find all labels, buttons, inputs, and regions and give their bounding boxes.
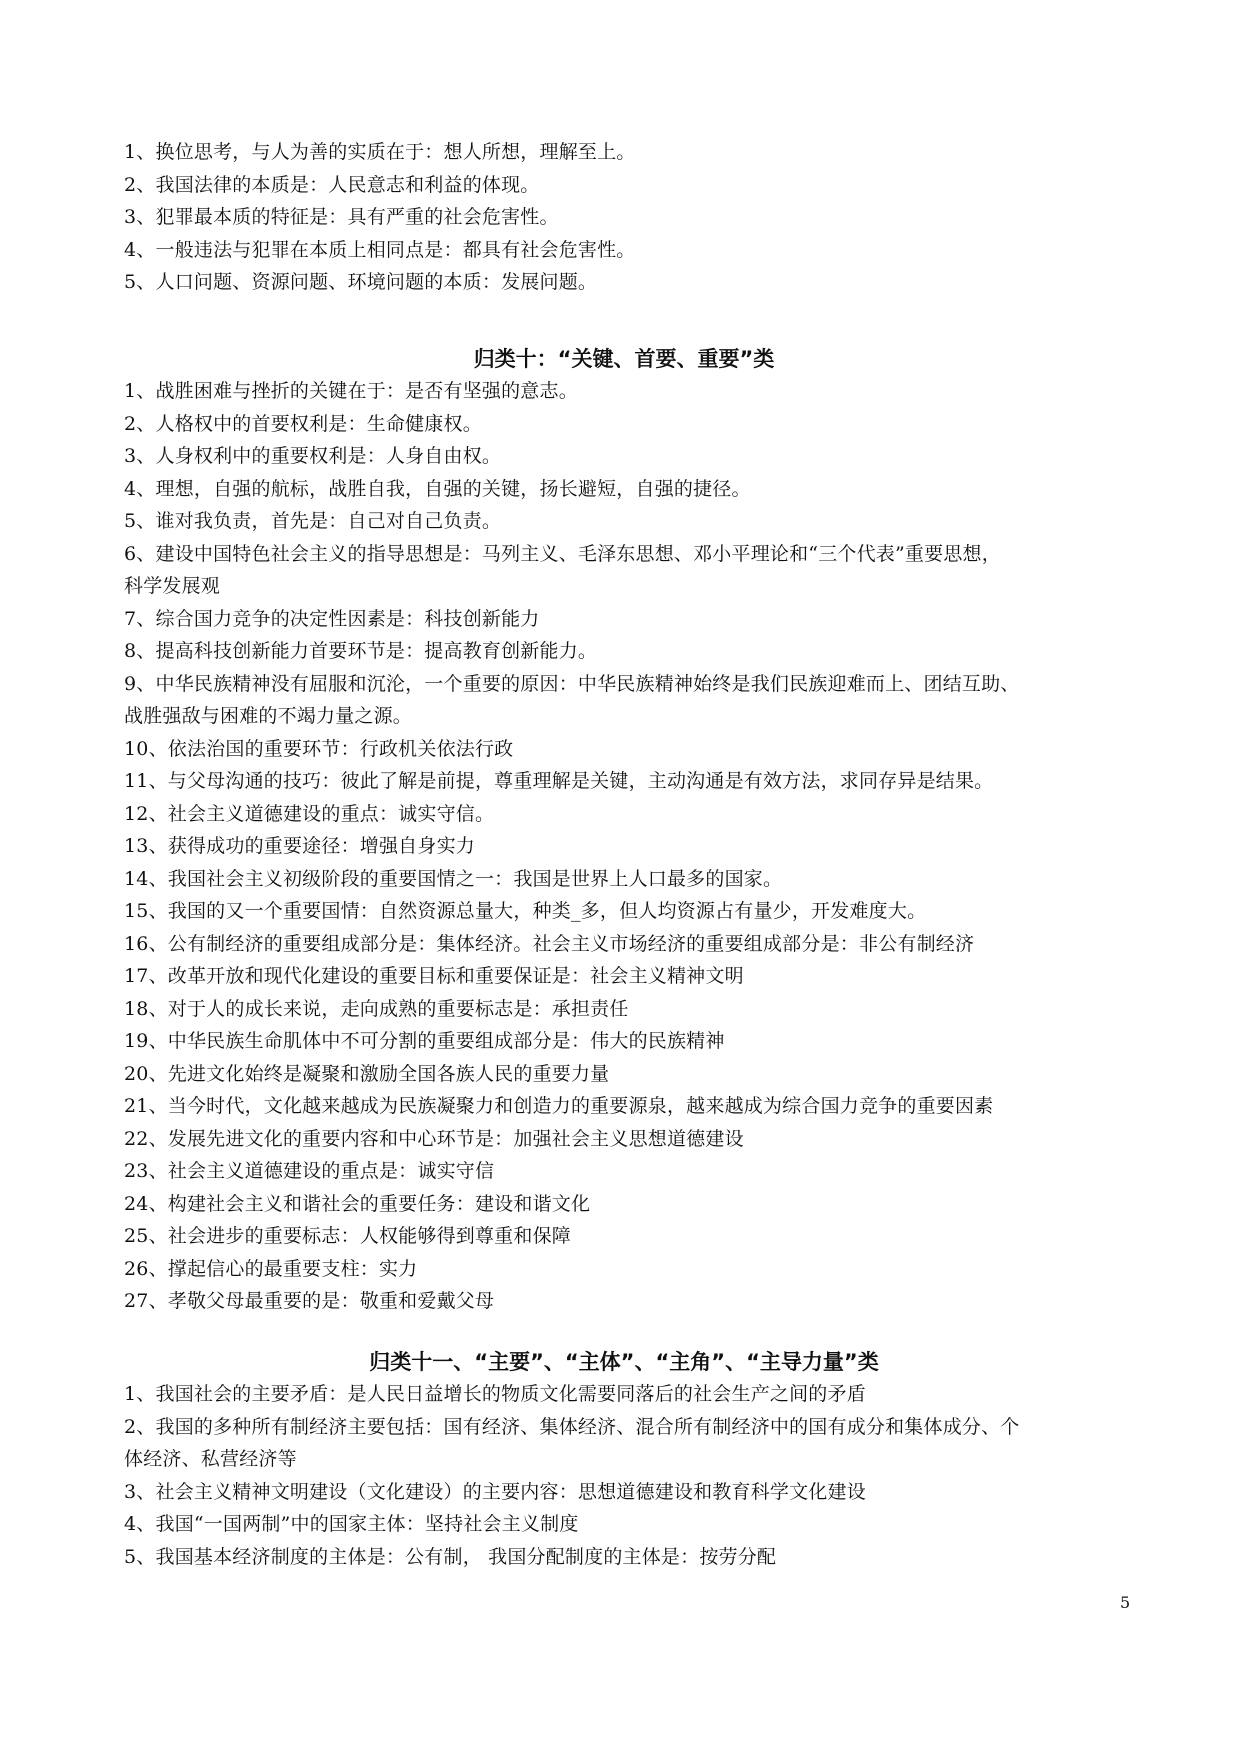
- list-item: 15、我国的又一个重要国情：自然资源总量大，种类_多，但人均资源占有量少，开发难度大。: [124, 900, 927, 922]
- section9-tail: [124, 136, 1124, 299]
- list-item: 21、当今时代，文化越来越成为民族凝聚力和创造力的重要源泉，越来越成为综合国力竞争的重要因素: [124, 1095, 994, 1117]
- list-item: 19、中华民族生命肌体中不可分割的重要组成部分是：伟大的民族精神: [124, 1030, 725, 1052]
- list-item: 27、孝敬父母最重要的是：敬重和爱戴父母: [124, 1290, 495, 1312]
- list-item: 25、社会进步的重要标志：人权能够得到尊重和保障: [124, 1225, 571, 1247]
- list-item-continuation: 体经济、私营经济等: [124, 1448, 297, 1470]
- list-item: 3、社会主义精神文明建设（文化建设）的主要内容：思想道德建设和教育科学文化建设: [124, 1480, 866, 1503]
- list-item: 12、社会主义道德建设的重点：诚实守信。: [124, 802, 495, 825]
- section-heading: 归类十：“关键、首要、重要”类: [473, 347, 775, 371]
- list-item: 4、理想，自强的航标，战胜自我，自强的关键，扬长避短，自强的捷径。: [124, 477, 751, 500]
- list-item: 7、综合国力竞争的决定性因素是：科技创新能力: [124, 607, 540, 630]
- list-item: 2、我国的多种所有制经济主要包括：国有经济、集体经济、混合所有制经济中的国有成分和集体成分、个: [124, 1415, 1020, 1438]
- list-item: 5、谁对我负责，首先是：自己对自己负责。: [124, 510, 502, 532]
- page-number: 5: [1120, 1593, 1131, 1612]
- list-item: 5、人口问题、资源问题、环境问题的本质：发展问题。: [124, 271, 598, 293]
- list-item: 5、我国基本经济制度的主体是：公有制， 我国分配制度的主体是：按劳分配: [124, 1545, 777, 1568]
- list-item: 22、发展先进文化的重要内容和中心环节是：加强社会主义思想道德建设: [124, 1127, 744, 1150]
- list-item: 11、与父母沟通的技巧：彼此了解是前提，尊重理解是关键，主动沟通是有效方法，求同存异是结果。: [124, 770, 994, 792]
- list-item: 1、战胜困难与挫折的关键在于：是否有坚强的意志。: [124, 380, 578, 402]
- list-item: 1、我国社会的主要矛盾：是人民日益增长的物质文化需要同落后的社会生产之间的矛盾: [124, 1383, 866, 1405]
- list-item: 24、构建社会主义和谐社会的重要任务：建设和谐文化: [124, 1192, 591, 1215]
- list-item: 4、我国“一国两制”中的国家主体：坚持社会主义制度: [124, 1513, 579, 1535]
- list-item: 6、建设中国特色社会主义的指导思想是：马列主义、毛泽东思想、邓小平理论和“三个代表”重要思想，: [124, 542, 1001, 565]
- list-item: 2、人格权中的首要权利是：生命健康权。: [124, 412, 482, 435]
- list-item: 23、社会主义道德建设的重点是：诚实守信: [124, 1160, 495, 1182]
- list-item: 9、中华民族精神没有屈服和沉沦，一个重要的原因：中华民族精神始终是我们民族迎难而上、团结互助、: [124, 672, 1020, 695]
- list-item: 16、公有制经济的重要组成部分是：集体经济。社会主义市场经济的重要组成部分是：非公有制经济: [124, 932, 975, 955]
- list-item: 3、人身权利中的重要权利是：人身自由权。: [124, 445, 502, 467]
- list-item: 4、一般违法与犯罪在本质上相同点是：都具有社会危害性。: [124, 238, 636, 261]
- list-item: 18、对于人的成长来说，走向成熟的重要标志是：承担责任: [124, 997, 629, 1020]
- list-item: 3、犯罪最本质的特征是：具有严重的社会危害性。: [124, 206, 559, 228]
- section10: [124, 343, 1124, 1318]
- list-item: 1、换位思考，与人为善的实质在于：想人所想，理解至上。: [124, 141, 636, 163]
- section-heading: 归类十一、“主要”、“主体”、“主角”、“主导力量”类: [369, 1350, 879, 1374]
- list-item: 14、我国社会主义初级阶段的重要国情之一：我国是世界上人口最多的国家。: [124, 867, 783, 890]
- list-item: 26、撑起信心的最重要支柱：实力: [124, 1257, 418, 1280]
- list-item: 20、先进文化始终是凝聚和激励全国各族人民的重要力量: [124, 1062, 610, 1085]
- list-item-continuation: 战胜强敌与困难的不竭力量之源。: [124, 705, 413, 727]
- section11: [124, 1346, 1124, 1573]
- list-item: 17、改革开放和现代化建设的重要目标和重要保证是：社会主义精神文明: [124, 965, 744, 987]
- list-item: 8、提高科技创新能力首要环节是：提高教育创新能力。: [124, 640, 598, 662]
- list-item: 2、我国法律的本质是：人民意志和利益的体现。: [124, 173, 540, 196]
- list-item: 13、获得成功的重要途径：增强自身实力: [124, 835, 475, 857]
- list-item-continuation: 科学发展观: [124, 575, 221, 597]
- list-item: 10、依法治国的重要环节：行政机关依法行政: [124, 737, 514, 760]
